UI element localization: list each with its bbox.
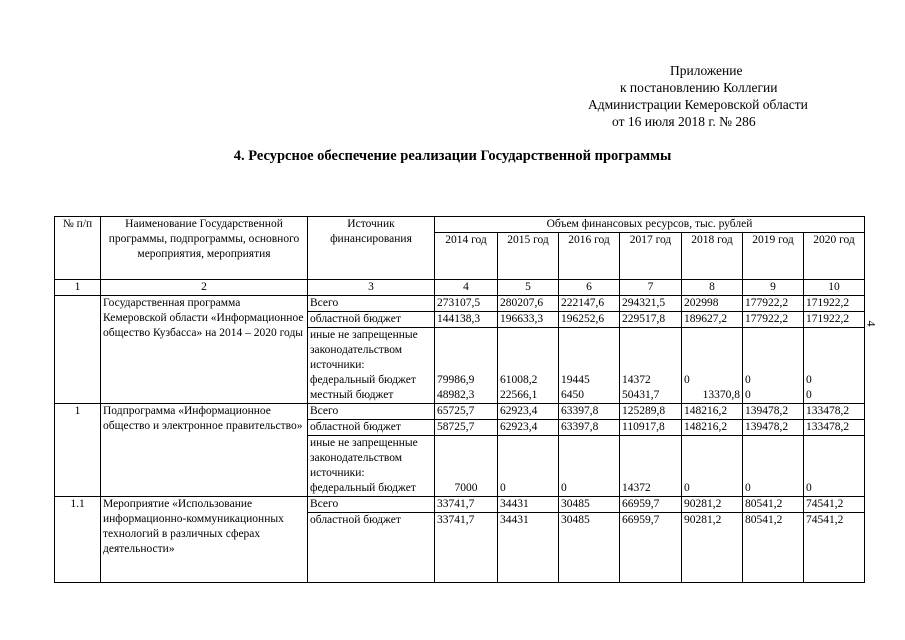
value-cell: 30485	[559, 497, 620, 513]
header-year: 2019 год	[743, 233, 804, 280]
value-cell: 125289,8	[620, 404, 682, 420]
value-cell: 171922,2	[804, 312, 865, 328]
value-cell: 196252,6	[559, 312, 620, 328]
value-cell: 133478,2	[804, 404, 865, 420]
value-stack	[682, 328, 743, 404]
value-stack	[743, 328, 804, 404]
value-cell: 79986,9	[437, 374, 475, 386]
value-cell: 171922,2	[804, 296, 865, 312]
value-cell: 294321,5	[620, 296, 682, 312]
value-cell: 148216,2	[682, 404, 743, 420]
value-cell: 65725,7	[435, 404, 498, 420]
value-cell: 0	[804, 436, 865, 497]
value-cell: 280207,6	[498, 296, 559, 312]
value-cell: 61008,2	[500, 374, 538, 386]
row-number: 1	[55, 404, 101, 497]
value-cell: 33741,7	[435, 497, 498, 513]
value-cell: 74541,2	[804, 513, 865, 583]
value-cell: 6450	[561, 389, 584, 401]
column-number: 6	[559, 280, 620, 296]
value-cell: 74541,2	[804, 497, 865, 513]
source-other-label: иные не запрещенные законодательством источники:	[310, 329, 418, 371]
column-numbers-row	[55, 280, 865, 296]
appendix-line: Администрации Кемеровской области	[588, 97, 808, 112]
value-cell: 0	[745, 374, 751, 386]
row-name: Мероприятие «Использование информационно-коммуникационных технологий в различных сферах деятельности»	[101, 497, 308, 583]
value-cell: 66959,7	[620, 513, 682, 583]
value-cell: 196633,3	[498, 312, 559, 328]
header-year: 2015 год	[498, 233, 559, 280]
source-other-label: иные не запрещенные законодательством источники:	[310, 437, 418, 479]
value-cell: 34431	[498, 513, 559, 583]
value-cell: 58725,7	[435, 420, 498, 436]
value-cell: 62923,4	[498, 404, 559, 420]
value-cell: 13370,8	[702, 389, 740, 401]
value-cell: 189627,2	[682, 312, 743, 328]
value-cell: 14372	[622, 374, 651, 386]
appendix-line: от 16 июля 2018 г. № 286	[612, 114, 756, 129]
value-cell: 0	[806, 389, 812, 401]
value-cell: 48982,3	[437, 389, 475, 401]
value-cell: 0	[745, 389, 751, 401]
value-cell: 177922,2	[743, 296, 804, 312]
value-cell: 177922,2	[743, 312, 804, 328]
value-cell: 202998	[682, 296, 743, 312]
header-year: 2018 год	[682, 233, 743, 280]
value-cell: 33741,7	[435, 513, 498, 583]
resource-table	[54, 216, 865, 583]
value-cell: 273107,5	[435, 296, 498, 312]
value-stack	[559, 328, 620, 404]
header-row	[55, 217, 865, 233]
value-cell: 90281,2	[682, 497, 743, 513]
value-cell: 0	[559, 436, 620, 497]
value-cell: 229517,8	[620, 312, 682, 328]
value-cell: 222147,6	[559, 296, 620, 312]
row-number: 1.1	[55, 497, 101, 583]
value-cell: 0	[684, 374, 690, 386]
value-cell: 66959,7	[620, 497, 682, 513]
value-cell: 22566,1	[500, 389, 538, 401]
header-year: 2017 год	[620, 233, 682, 280]
value-cell: 144138,3	[435, 312, 498, 328]
column-number: 9	[743, 280, 804, 296]
source-label: федеральный бюджет	[310, 374, 416, 386]
header-volume: Объем финансовых ресурсов, тыс. рублей	[435, 217, 865, 233]
source-label: Всего	[308, 497, 435, 513]
value-cell: 110917,8	[620, 420, 682, 436]
value-cell: 80541,2	[743, 513, 804, 583]
document-title: 4. Ресурсное обеспечение реализации Государственной программы	[233, 148, 672, 164]
value-cell: 19445	[561, 374, 590, 386]
value-stack	[804, 328, 865, 404]
appendix-block	[560, 62, 860, 130]
source-label: Всего	[308, 404, 435, 420]
value-cell: 90281,2	[682, 513, 743, 583]
value-cell: 148216,2	[682, 420, 743, 436]
side-page-number: 4	[864, 320, 879, 327]
value-cell: 0	[743, 436, 804, 497]
value-cell: 80541,2	[743, 497, 804, 513]
value-stack	[620, 328, 682, 404]
column-number: 3	[308, 280, 435, 296]
value-cell: 7000	[435, 436, 498, 497]
table-row	[55, 404, 865, 420]
source-other-cell	[308, 328, 435, 404]
value-cell: 139478,2	[743, 420, 804, 436]
value-cell: 30485	[559, 513, 620, 583]
value-cell: 34431	[498, 497, 559, 513]
value-cell: 133478,2	[804, 420, 865, 436]
header-source: Источник финансирования	[308, 217, 435, 280]
value-cell: 0	[806, 374, 812, 386]
column-number: 2	[101, 280, 308, 296]
appendix-line: Приложение	[670, 63, 743, 78]
column-number: 5	[498, 280, 559, 296]
value-cell: 0	[498, 436, 559, 497]
value-cell: 14372	[620, 436, 682, 497]
source-label: областной бюджет	[308, 312, 435, 328]
row-number	[55, 296, 101, 404]
source-label: областной бюджет	[308, 513, 435, 583]
column-number: 7	[620, 280, 682, 296]
header-year: 2014 год	[435, 233, 498, 280]
value-cell: 139478,2	[743, 404, 804, 420]
source-other-cell	[308, 436, 435, 497]
value-cell: 50431,7	[622, 389, 660, 401]
header-name: Наименование Государственной программы, подпрограммы, основного мероприятия, мероприятия	[101, 217, 308, 280]
column-number: 1	[55, 280, 101, 296]
value-cell: 0	[682, 436, 743, 497]
column-number: 10	[804, 280, 865, 296]
table-row	[55, 296, 865, 312]
value-cell: 63397,8	[559, 404, 620, 420]
column-number: 4	[435, 280, 498, 296]
header-num: № п/п	[55, 217, 101, 280]
source-label: областной бюджет	[308, 420, 435, 436]
column-number: 8	[682, 280, 743, 296]
source-label: федеральный бюджет	[310, 482, 416, 494]
row-name: Государственная программа Кемеровской области «Информационное общество Кузбасса» на 2014 – 2020 годы	[101, 296, 308, 404]
value-cell: 63397,8	[559, 420, 620, 436]
table-row	[55, 497, 865, 513]
value-cell: 62923,4	[498, 420, 559, 436]
value-stack	[435, 328, 498, 404]
source-label: местный бюджет	[310, 389, 394, 401]
value-stack	[498, 328, 559, 404]
header-year: 2016 год	[559, 233, 620, 280]
appendix-line: к постановлению Коллегии	[620, 80, 778, 95]
source-label: Всего	[308, 296, 435, 312]
row-name: Подпрограмма «Информационное общество и электронное правительство»	[101, 404, 308, 497]
header-year: 2020 год	[804, 233, 865, 280]
